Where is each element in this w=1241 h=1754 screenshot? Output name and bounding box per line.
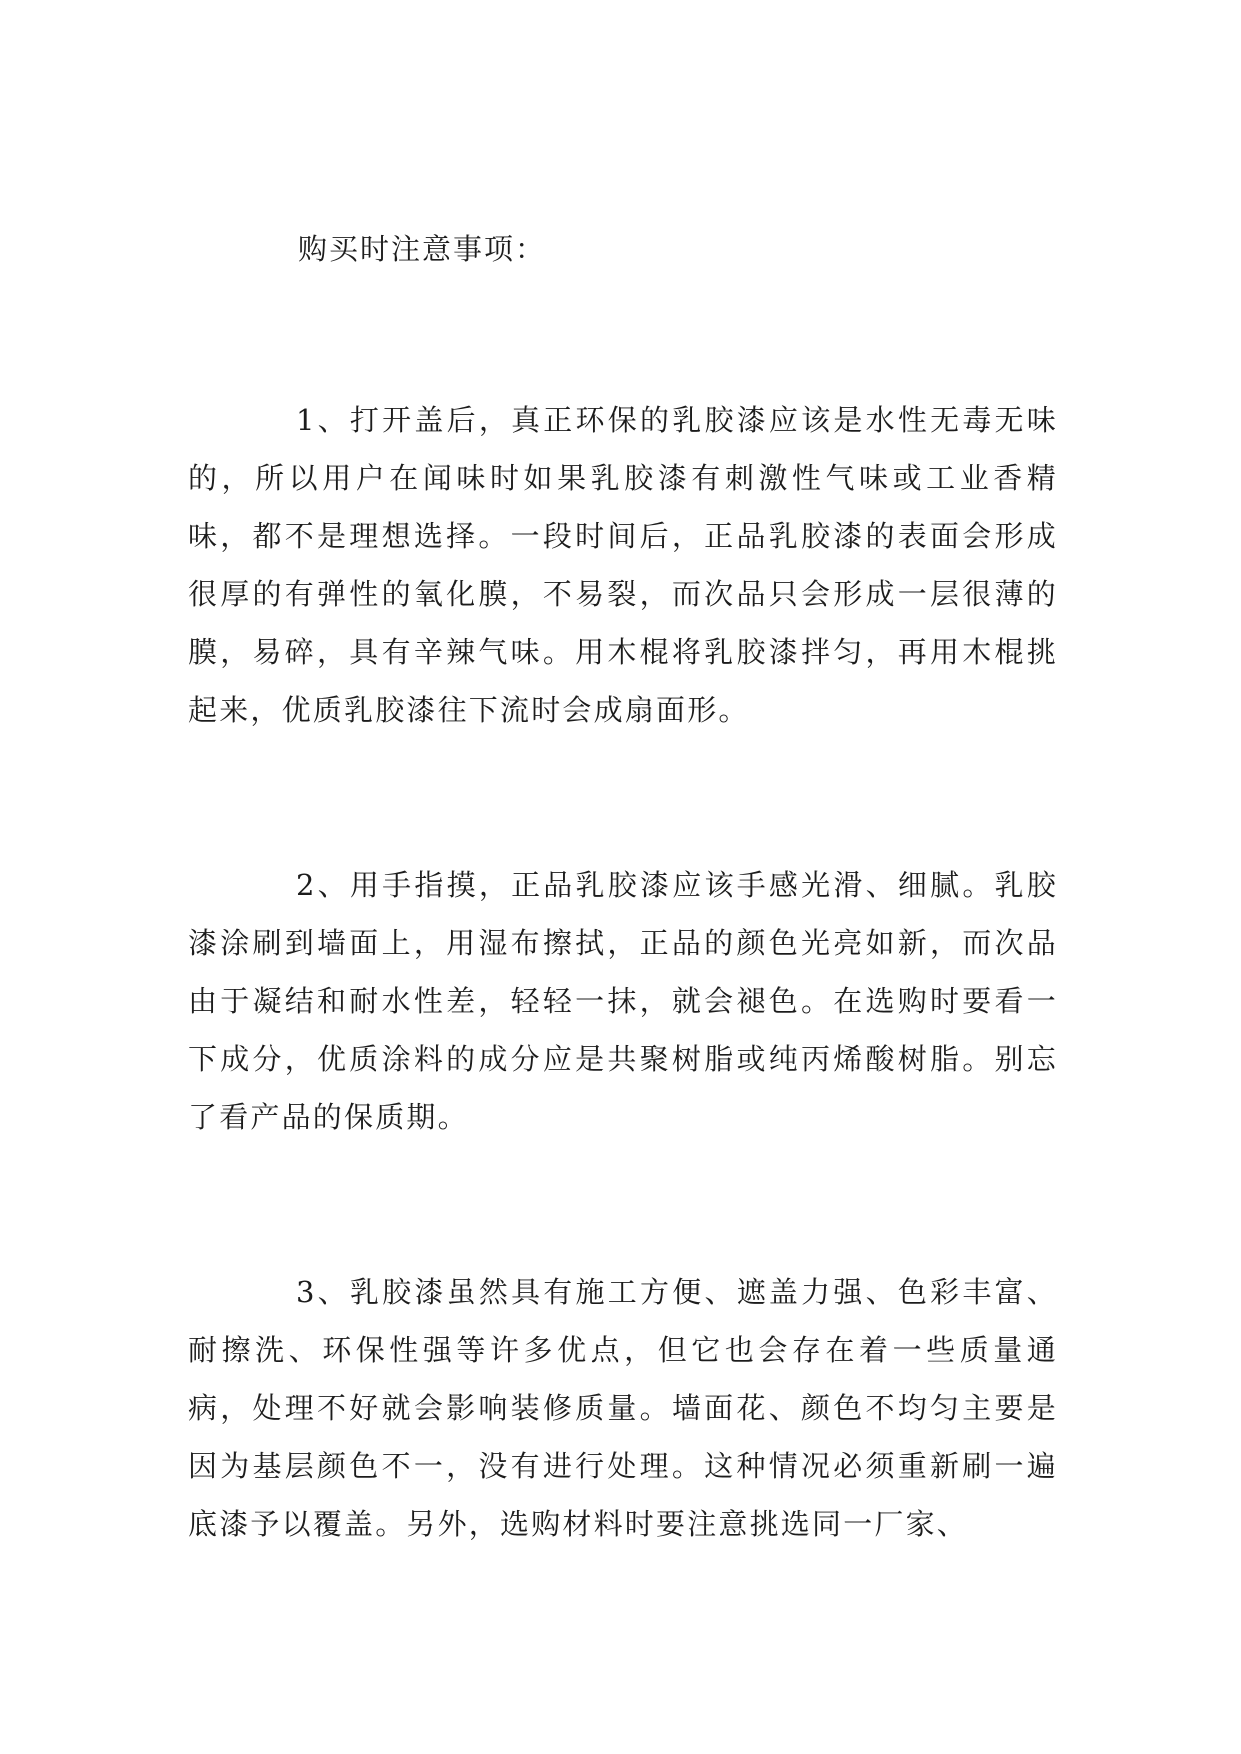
paragraph-2: 2、用手指摸，正品乳胶漆应该手感光滑、细腻。乳胶漆涂刷到墙面上，用湿布擦拭，正品的颜色光亮如新，而次品由于凝结和耐水性差，轻轻一抹，就会褪色。在选购时要看一下成分，优质涂料的成分应是共聚树脂或纯丙烯酸树脂。别忘了看产品的保质期。 bbox=[188, 868, 1058, 1134]
paragraph-1: 1、打开盖后，真正环保的乳胶漆应该是水性无毒无味的，所以用户在闻味时如果乳胶漆有刺激性气味或工业香精味，都不是理想选择。一段时间后，正品乳胶漆的表面会形成很厚的有弹性的氧化膜，不易裂，而次品只会形成一层很薄的膜，易碎，具有辛辣气味。用木棍将乳胶漆拌匀，再用木棍挑起来，优质乳胶漆往下流时会成扇面形。 bbox=[188, 403, 1058, 727]
section-heading: 购买时注意事项： bbox=[298, 232, 547, 266]
paragraph-3: 3、乳胶漆虽然具有施工方便、遮盖力强、色彩丰富、耐擦洗、环保性强等许多优点，但它也会存在着一些质量通病，处理不好就会影响装修质量。墙面花、颜色不均匀主要是因为基层颜色不一，没有进行处理。这种情况必须重新刷一遍底漆予以覆盖。另外，选购材料时要注意挑选同一厂家、 bbox=[188, 1275, 1058, 1541]
